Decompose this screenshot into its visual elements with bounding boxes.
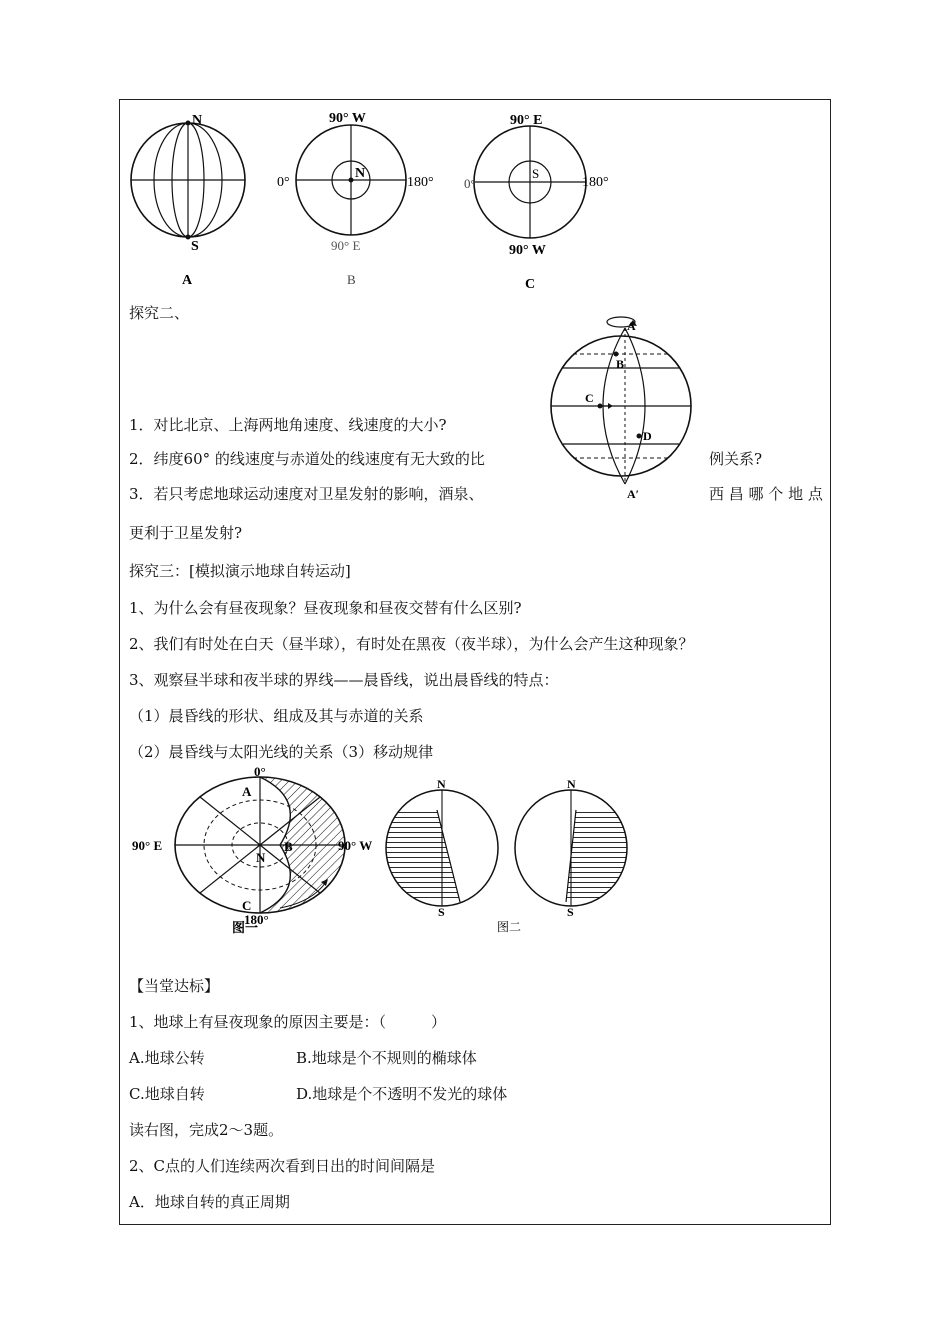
globe-c-left: 0° bbox=[464, 176, 476, 191]
practice-title: 【当堂达标】 bbox=[129, 977, 220, 995]
rotation-globe-label-a: A bbox=[627, 319, 636, 333]
section2-q3-part1: 3．若只考虑地球运动速度对卫星发射的影响，酒泉、 bbox=[129, 485, 484, 503]
section2-title: 探究二、 bbox=[129, 304, 190, 322]
figure-one-c: C bbox=[242, 898, 252, 913]
globe-b-right: 180° bbox=[407, 175, 434, 190]
figure-one-n: N bbox=[256, 850, 266, 865]
practice-option-d: D.地球是个不透明不发光的球体 bbox=[296, 1085, 508, 1103]
globe-c-caption: C bbox=[525, 277, 536, 292]
figure-two-right-n: N bbox=[567, 777, 576, 791]
rotation-globe-label-b: B bbox=[616, 357, 625, 371]
practice-q1: 1、地球上有昼夜现象的原因主要是：（ ） bbox=[129, 1013, 447, 1031]
globe-a bbox=[131, 113, 245, 288]
figure-two-caption: 图二 bbox=[497, 920, 522, 934]
section3-q2: 2、我们有时处在白天（昼半球），有时处在黑夜（夜半球），为什么会产生这种现象？ bbox=[129, 635, 694, 653]
figure-one-caption: 图一 bbox=[232, 920, 259, 935]
figure-one-top: 0° bbox=[254, 764, 266, 779]
globe-b-left: 0° bbox=[277, 175, 290, 190]
figure-two-right bbox=[515, 777, 630, 919]
figure-two-left bbox=[370, 777, 498, 919]
globe-c-right: 180° bbox=[582, 175, 609, 190]
globe-c-center: S bbox=[532, 166, 540, 181]
figure-one bbox=[132, 764, 372, 935]
rotation-globe-label-d: D bbox=[643, 429, 652, 443]
section3-sub2: （2）晨昏线与太阳光线的关系（3）移动规律 bbox=[129, 743, 434, 761]
globe-c bbox=[464, 113, 609, 292]
globe-a-caption: A bbox=[182, 273, 193, 288]
globe-c-bottom: 90° W bbox=[509, 243, 546, 258]
section2-q2-part1: 2．纬度60° 的线速度与赤道处的线速度有无大致的比 bbox=[129, 450, 485, 468]
globe-a-south: S bbox=[191, 239, 199, 254]
section2-q2-part2: 例关系? bbox=[709, 450, 763, 468]
figure-one-b: B bbox=[284, 839, 293, 854]
globes-figure-top bbox=[120, 108, 640, 293]
figure-one-left: 90° E bbox=[132, 838, 163, 853]
globe-b-bottom: 90° E bbox=[331, 238, 361, 253]
globe-b-caption: B bbox=[347, 272, 356, 287]
globe-a-north: N bbox=[192, 113, 203, 128]
section3-q3: 3、观察昼半球和夜半球的界线——晨昏线，说出晨昏线的特点： bbox=[129, 671, 559, 689]
section3-title: 探究三：[模拟演示地球自转运动] bbox=[129, 562, 351, 580]
practice-option-a: A.地球公转 bbox=[129, 1049, 205, 1067]
practice-option-b: B.地球是个不规则的椭球体 bbox=[296, 1049, 477, 1067]
figure-one-a: A bbox=[242, 784, 252, 799]
figure-one-right: 90° W bbox=[338, 838, 373, 853]
globe-b-top: 90° W bbox=[329, 111, 366, 126]
figure-one-bottom: 180° bbox=[244, 912, 269, 927]
globe-b-center: N bbox=[355, 166, 366, 181]
section2-q3-part2: 西 昌 哪 个 地 点 bbox=[709, 485, 823, 503]
section2-q3-line2: 更利于卫星发射? bbox=[129, 524, 243, 542]
figure-two-left-n: N bbox=[437, 777, 446, 791]
practice-q2: 2、C点的人们连续两次看到日出的时间间隔是 bbox=[129, 1157, 436, 1175]
rotation-globe-label-a-prime: A′ bbox=[627, 487, 640, 501]
section3-q1: 1、为什么会有昼夜现象？昼夜现象和昼夜交替有什么区别? bbox=[129, 599, 522, 617]
practice-q2-option-a: A．地球自转的真正周期 bbox=[129, 1193, 290, 1211]
rotation-globe-figure bbox=[546, 308, 696, 501]
section3-sub1: （1）晨昏线的形状、组成及其与赤道的关系 bbox=[129, 707, 424, 725]
practice-option-c: C.地球自转 bbox=[129, 1085, 205, 1103]
globe-c-top: 90° E bbox=[510, 113, 543, 128]
rotation-globe-label-c: C bbox=[585, 391, 594, 405]
figure-two-left-s: S bbox=[438, 905, 445, 919]
figure-two-right-s: S bbox=[567, 905, 574, 919]
globe-b bbox=[277, 111, 434, 287]
terminator-figures bbox=[130, 764, 650, 940]
section2-q1: 1．对比北京、上海两地角速度、线速度的大小? bbox=[129, 416, 447, 434]
practice-read-figure: 读右图，完成2～3题。 bbox=[129, 1121, 284, 1139]
